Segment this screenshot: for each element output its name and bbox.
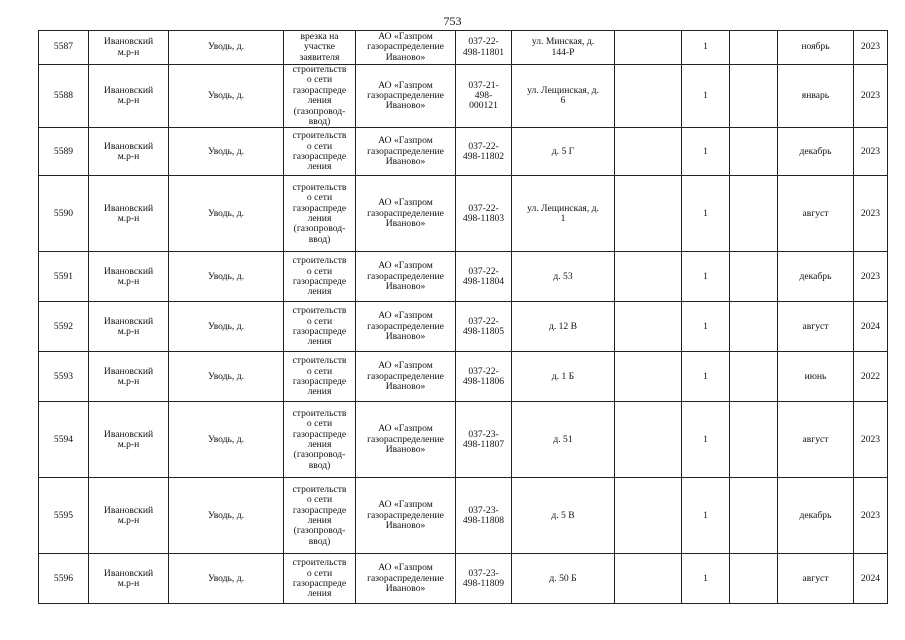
cell-address	[512, 302, 615, 352]
cell-line: газораспреде	[292, 504, 347, 516]
page-number: 753	[443, 14, 462, 28]
cell-line: газораспределение	[367, 270, 444, 282]
cell-line: участке	[303, 41, 335, 53]
cell-line: 037-23-	[468, 428, 499, 440]
cell-settlement: Уводь, д.	[169, 478, 284, 554]
cell-line: д. 51	[553, 433, 573, 445]
cell-line: 498-11802	[462, 150, 505, 162]
cell-num: 5588	[39, 65, 89, 128]
cell-work	[284, 176, 356, 252]
cell-line: заявителя	[299, 51, 340, 63]
cell-address	[512, 402, 615, 478]
cell-num: 5596	[39, 554, 89, 604]
cell-line: строительств	[292, 483, 347, 495]
cell-org	[356, 252, 456, 302]
cell-month: август	[778, 302, 854, 352]
cell-line: д. 53	[553, 270, 573, 282]
registry-table	[38, 30, 888, 604]
cell-line: врезка на	[300, 30, 339, 42]
cell-month: декабрь	[778, 478, 854, 554]
cell-line: о сети	[306, 265, 333, 277]
cell-code	[456, 402, 512, 478]
cell-line: м.р-н	[117, 375, 140, 387]
cell-line: о сети	[306, 74, 333, 86]
cell-line: ввод)	[308, 233, 331, 245]
cell-line: ления	[307, 588, 332, 600]
cell-address	[512, 554, 615, 604]
cell-qty: 1	[682, 478, 730, 554]
cell-line: 037-21-	[468, 79, 499, 91]
cell-line: ул. Лещинская, д.	[527, 84, 599, 96]
table-row	[39, 478, 888, 554]
cell-work	[284, 65, 356, 128]
cell-line: АО «Газпром	[378, 79, 433, 91]
cell-line: 498-11808	[462, 514, 505, 526]
cell-line: газораспределение	[367, 572, 444, 584]
cell-empty2	[730, 554, 778, 604]
cell-num: 5594	[39, 402, 89, 478]
cell-qty: 1	[682, 128, 730, 176]
cell-empty2	[730, 352, 778, 402]
cell-line: строительств	[292, 305, 347, 317]
cell-line: АО «Газпром	[378, 360, 433, 372]
cell-year: 2023	[854, 176, 888, 252]
cell-code	[456, 478, 512, 554]
cell-line: 037-23-	[468, 504, 499, 516]
cell-line: 6	[560, 95, 566, 107]
cell-line: 498-11804	[462, 275, 505, 287]
cell-address	[512, 352, 615, 402]
table-row	[39, 302, 888, 352]
cell-line: ления	[307, 212, 332, 224]
cell-address	[512, 478, 615, 554]
cell-line: газораспределение	[367, 145, 444, 157]
cell-line: д. 12 В	[548, 320, 578, 332]
cell-line: строительств	[292, 355, 347, 367]
cell-line: газораспреде	[292, 577, 347, 589]
cell-empty2	[730, 478, 778, 554]
cell-line: АО «Газпром	[378, 423, 433, 435]
cell-empty2	[730, 252, 778, 302]
cell-code	[456, 252, 512, 302]
cell-line: о сети	[306, 140, 333, 152]
cell-line: Ивановский	[103, 140, 154, 152]
cell-line: 1	[560, 212, 566, 224]
table-row	[39, 31, 888, 65]
cell-line: ввод)	[308, 535, 331, 547]
cell-empty1	[615, 65, 682, 128]
cell-settlement: Уводь, д.	[169, 128, 284, 176]
cell-empty2	[730, 128, 778, 176]
cell-district	[89, 478, 169, 554]
cell-line: газораспределение	[367, 320, 444, 332]
cell-code	[456, 65, 512, 128]
cell-month: январь	[778, 65, 854, 128]
cell-line: 144-Р	[551, 46, 575, 58]
cell-line: Ивановский	[103, 504, 154, 516]
cell-org	[356, 128, 456, 176]
cell-line: Иваново»	[385, 520, 426, 532]
cell-year: 2023	[854, 402, 888, 478]
cell-work	[284, 252, 356, 302]
cell-line: о сети	[306, 567, 333, 579]
cell-line: строительств	[292, 181, 347, 193]
cell-line: ления	[307, 286, 332, 298]
cell-month: декабрь	[778, 252, 854, 302]
cell-num: 5593	[39, 352, 89, 402]
cell-district	[89, 252, 169, 302]
cell-work	[284, 478, 356, 554]
cell-num: 5595	[39, 478, 89, 554]
cell-year: 2023	[854, 65, 888, 128]
cell-line: 037-22-	[468, 315, 499, 327]
cell-settlement: Уводь, д.	[169, 176, 284, 252]
cell-line: 037-22-	[468, 36, 499, 48]
cell-line: Ивановский	[103, 315, 154, 327]
cell-line: АО «Газпром	[378, 260, 433, 272]
cell-line: м.р-н	[117, 577, 140, 589]
cell-year: 2023	[854, 478, 888, 554]
cell-empty1	[615, 478, 682, 554]
cell-address	[512, 176, 615, 252]
cell-line: Иваново»	[385, 218, 426, 230]
cell-settlement: Уводь, д.	[169, 302, 284, 352]
cell-line: ул. Минская, д.	[531, 36, 595, 48]
cell-code	[456, 128, 512, 176]
cell-line: Ивановский	[103, 36, 154, 48]
table-row	[39, 402, 888, 478]
cell-line: 498-11809	[462, 577, 505, 589]
cell-line: Ивановский	[103, 428, 154, 440]
cell-line: строительств	[292, 255, 347, 267]
cell-empty2	[730, 402, 778, 478]
cell-district	[89, 554, 169, 604]
cell-line: газораспреде	[292, 325, 347, 337]
cell-empty1	[615, 302, 682, 352]
cell-settlement: Уводь, д.	[169, 252, 284, 302]
cell-empty1	[615, 554, 682, 604]
cell-line: Ивановский	[103, 365, 154, 377]
cell-org	[356, 352, 456, 402]
cell-line: ления	[307, 336, 332, 348]
cell-work	[284, 554, 356, 604]
cell-line: ления	[307, 514, 332, 526]
cell-line: Иваново»	[385, 583, 426, 595]
cell-month: июнь	[778, 352, 854, 402]
cell-year: 2023	[854, 31, 888, 65]
cell-line: АО «Газпром	[378, 310, 433, 322]
cell-month: ноябрь	[778, 31, 854, 65]
cell-qty: 1	[682, 352, 730, 402]
cell-line: ления	[307, 161, 332, 173]
cell-line: ления	[307, 438, 332, 450]
cell-district	[89, 65, 169, 128]
cell-empty1	[615, 31, 682, 65]
cell-line: газораспреде	[292, 275, 347, 287]
cell-empty1	[615, 128, 682, 176]
cell-qty: 1	[682, 302, 730, 352]
cell-num: 5592	[39, 302, 89, 352]
cell-line: строительств	[292, 130, 347, 142]
cell-line: (газопровод-	[293, 105, 346, 117]
cell-line: Ивановский	[103, 567, 154, 579]
cell-line: 037-22-	[468, 365, 499, 377]
cell-line: м.р-н	[117, 325, 140, 337]
cell-empty1	[615, 352, 682, 402]
cell-line: ввод)	[308, 116, 331, 128]
cell-line: 037-22-	[468, 265, 499, 277]
cell-line: 000121	[469, 100, 498, 112]
cell-year: 2024	[854, 554, 888, 604]
cell-line: 037-23-	[468, 567, 499, 579]
cell-line: м.р-н	[117, 275, 140, 287]
cell-org	[356, 478, 456, 554]
cell-month: август	[778, 176, 854, 252]
cell-qty: 1	[682, 252, 730, 302]
cell-empty2	[730, 302, 778, 352]
cell-code	[456, 302, 512, 352]
cell-settlement: Уводь, д.	[169, 554, 284, 604]
cell-line: строительств	[292, 557, 347, 569]
cell-line: 498-11803	[462, 212, 505, 224]
cell-line: Ивановский	[103, 265, 154, 277]
cell-address	[512, 252, 615, 302]
cell-num: 5591	[39, 252, 89, 302]
cell-qty: 1	[682, 176, 730, 252]
cell-org	[356, 554, 456, 604]
cell-district	[89, 176, 169, 252]
cell-month: декабрь	[778, 128, 854, 176]
cell-line: Иваново»	[385, 51, 426, 63]
cell-empty1	[615, 176, 682, 252]
cell-line: газораспреде	[292, 428, 347, 440]
cell-code	[456, 176, 512, 252]
cell-year: 2023	[854, 252, 888, 302]
cell-line: д. 50 Б	[549, 572, 577, 584]
cell-line: 498-	[474, 90, 493, 102]
cell-line: о сети	[306, 418, 333, 430]
cell-line: о сети	[306, 494, 333, 506]
cell-num: 5587	[39, 31, 89, 65]
cell-empty2	[730, 31, 778, 65]
cell-qty: 1	[682, 402, 730, 478]
cell-org	[356, 65, 456, 128]
cell-line: 037-22-	[468, 140, 499, 152]
cell-district	[89, 128, 169, 176]
cell-empty1	[615, 252, 682, 302]
cell-line: Ивановский	[103, 84, 154, 96]
cell-address	[512, 128, 615, 176]
table-row	[39, 65, 888, 128]
cell-code	[456, 31, 512, 65]
cell-org	[356, 402, 456, 478]
cell-empty2	[730, 176, 778, 252]
cell-district	[89, 31, 169, 65]
cell-district	[89, 402, 169, 478]
cell-num: 5589	[39, 128, 89, 176]
cell-work	[284, 128, 356, 176]
cell-line: АО «Газпром	[378, 135, 433, 147]
cell-line: АО «Газпром	[378, 562, 433, 574]
cell-line: газораспределение	[367, 370, 444, 382]
cell-work	[284, 31, 356, 65]
cell-address	[512, 31, 615, 65]
cell-line: Иваново»	[385, 444, 426, 456]
cell-work	[284, 402, 356, 478]
cell-line: (газопровод-	[293, 449, 346, 461]
cell-month: август	[778, 402, 854, 478]
cell-line: АО «Газпром	[378, 499, 433, 511]
table-row	[39, 554, 888, 604]
cell-org	[356, 176, 456, 252]
cell-line: о сети	[306, 315, 333, 327]
cell-line: Иваново»	[385, 100, 426, 112]
cell-line: газораспределение	[367, 433, 444, 445]
cell-line: о сети	[306, 365, 333, 377]
cell-line: м.р-н	[117, 95, 140, 107]
cell-district	[89, 302, 169, 352]
cell-line: 037-22-	[468, 202, 499, 214]
cell-line: (газопровод-	[293, 223, 346, 235]
cell-line: газораспреде	[292, 150, 347, 162]
cell-line: (газопровод-	[293, 525, 346, 537]
cell-line: ления	[307, 95, 332, 107]
cell-line: строительств	[292, 407, 347, 419]
cell-work	[284, 302, 356, 352]
table-row	[39, 352, 888, 402]
cell-line: АО «Газпром	[378, 30, 433, 42]
cell-line: м.р-н	[117, 212, 140, 224]
cell-line: м.р-н	[117, 150, 140, 162]
cell-qty: 1	[682, 31, 730, 65]
cell-year: 2022	[854, 352, 888, 402]
cell-line: д. 5 Г	[551, 145, 575, 157]
cell-address	[512, 65, 615, 128]
cell-line: Иваново»	[385, 381, 426, 393]
cell-line: строительств	[292, 64, 347, 75]
cell-line: газораспреде	[292, 84, 347, 96]
table-row	[39, 128, 888, 176]
cell-line: ввод)	[308, 459, 331, 471]
cell-org	[356, 31, 456, 65]
cell-settlement: Уводь, д.	[169, 352, 284, 402]
cell-line: газораспреде	[292, 202, 347, 214]
cell-code	[456, 352, 512, 402]
cell-line: Иваново»	[385, 156, 426, 168]
cell-line: газораспреде	[292, 375, 347, 387]
cell-code	[456, 554, 512, 604]
cell-line: АО «Газпром	[378, 197, 433, 209]
cell-qty: 1	[682, 554, 730, 604]
cell-line: 498-11806	[462, 375, 505, 387]
cell-qty: 1	[682, 65, 730, 128]
cell-year: 2023	[854, 128, 888, 176]
cell-district	[89, 352, 169, 402]
cell-settlement: Уводь, д.	[169, 402, 284, 478]
cell-org	[356, 302, 456, 352]
cell-line: ления	[307, 386, 332, 398]
table-row	[39, 252, 888, 302]
cell-line: газораспределение	[367, 509, 444, 521]
cell-line: газораспределение	[367, 207, 444, 219]
cell-line: газораспределение	[367, 90, 444, 102]
cell-num: 5590	[39, 176, 89, 252]
cell-work	[284, 352, 356, 402]
cell-line: м.р-н	[117, 46, 140, 58]
cell-line: д. 1 Б	[551, 370, 575, 382]
cell-line: м.р-н	[117, 514, 140, 526]
cell-line: 498-11807	[462, 438, 505, 450]
cell-empty1	[615, 402, 682, 478]
cell-empty2	[730, 65, 778, 128]
cell-line: д. 5 В	[551, 509, 575, 521]
cell-line: ул. Лещинская, д.	[527, 202, 599, 214]
cell-settlement: Уводь, д.	[169, 31, 284, 65]
table-row	[39, 176, 888, 252]
cell-line: 498-11805	[462, 325, 505, 337]
cell-line: Иваново»	[385, 281, 426, 293]
cell-line: м.р-н	[117, 438, 140, 450]
cell-year: 2024	[854, 302, 888, 352]
cell-line: о сети	[306, 192, 333, 204]
cell-line: 498-11801	[462, 46, 505, 58]
cell-line: Ивановский	[103, 202, 154, 214]
cell-line: газораспределение	[367, 41, 444, 53]
cell-line: Иваново»	[385, 331, 426, 343]
cell-month: август	[778, 554, 854, 604]
cell-settlement: Уводь, д.	[169, 65, 284, 128]
